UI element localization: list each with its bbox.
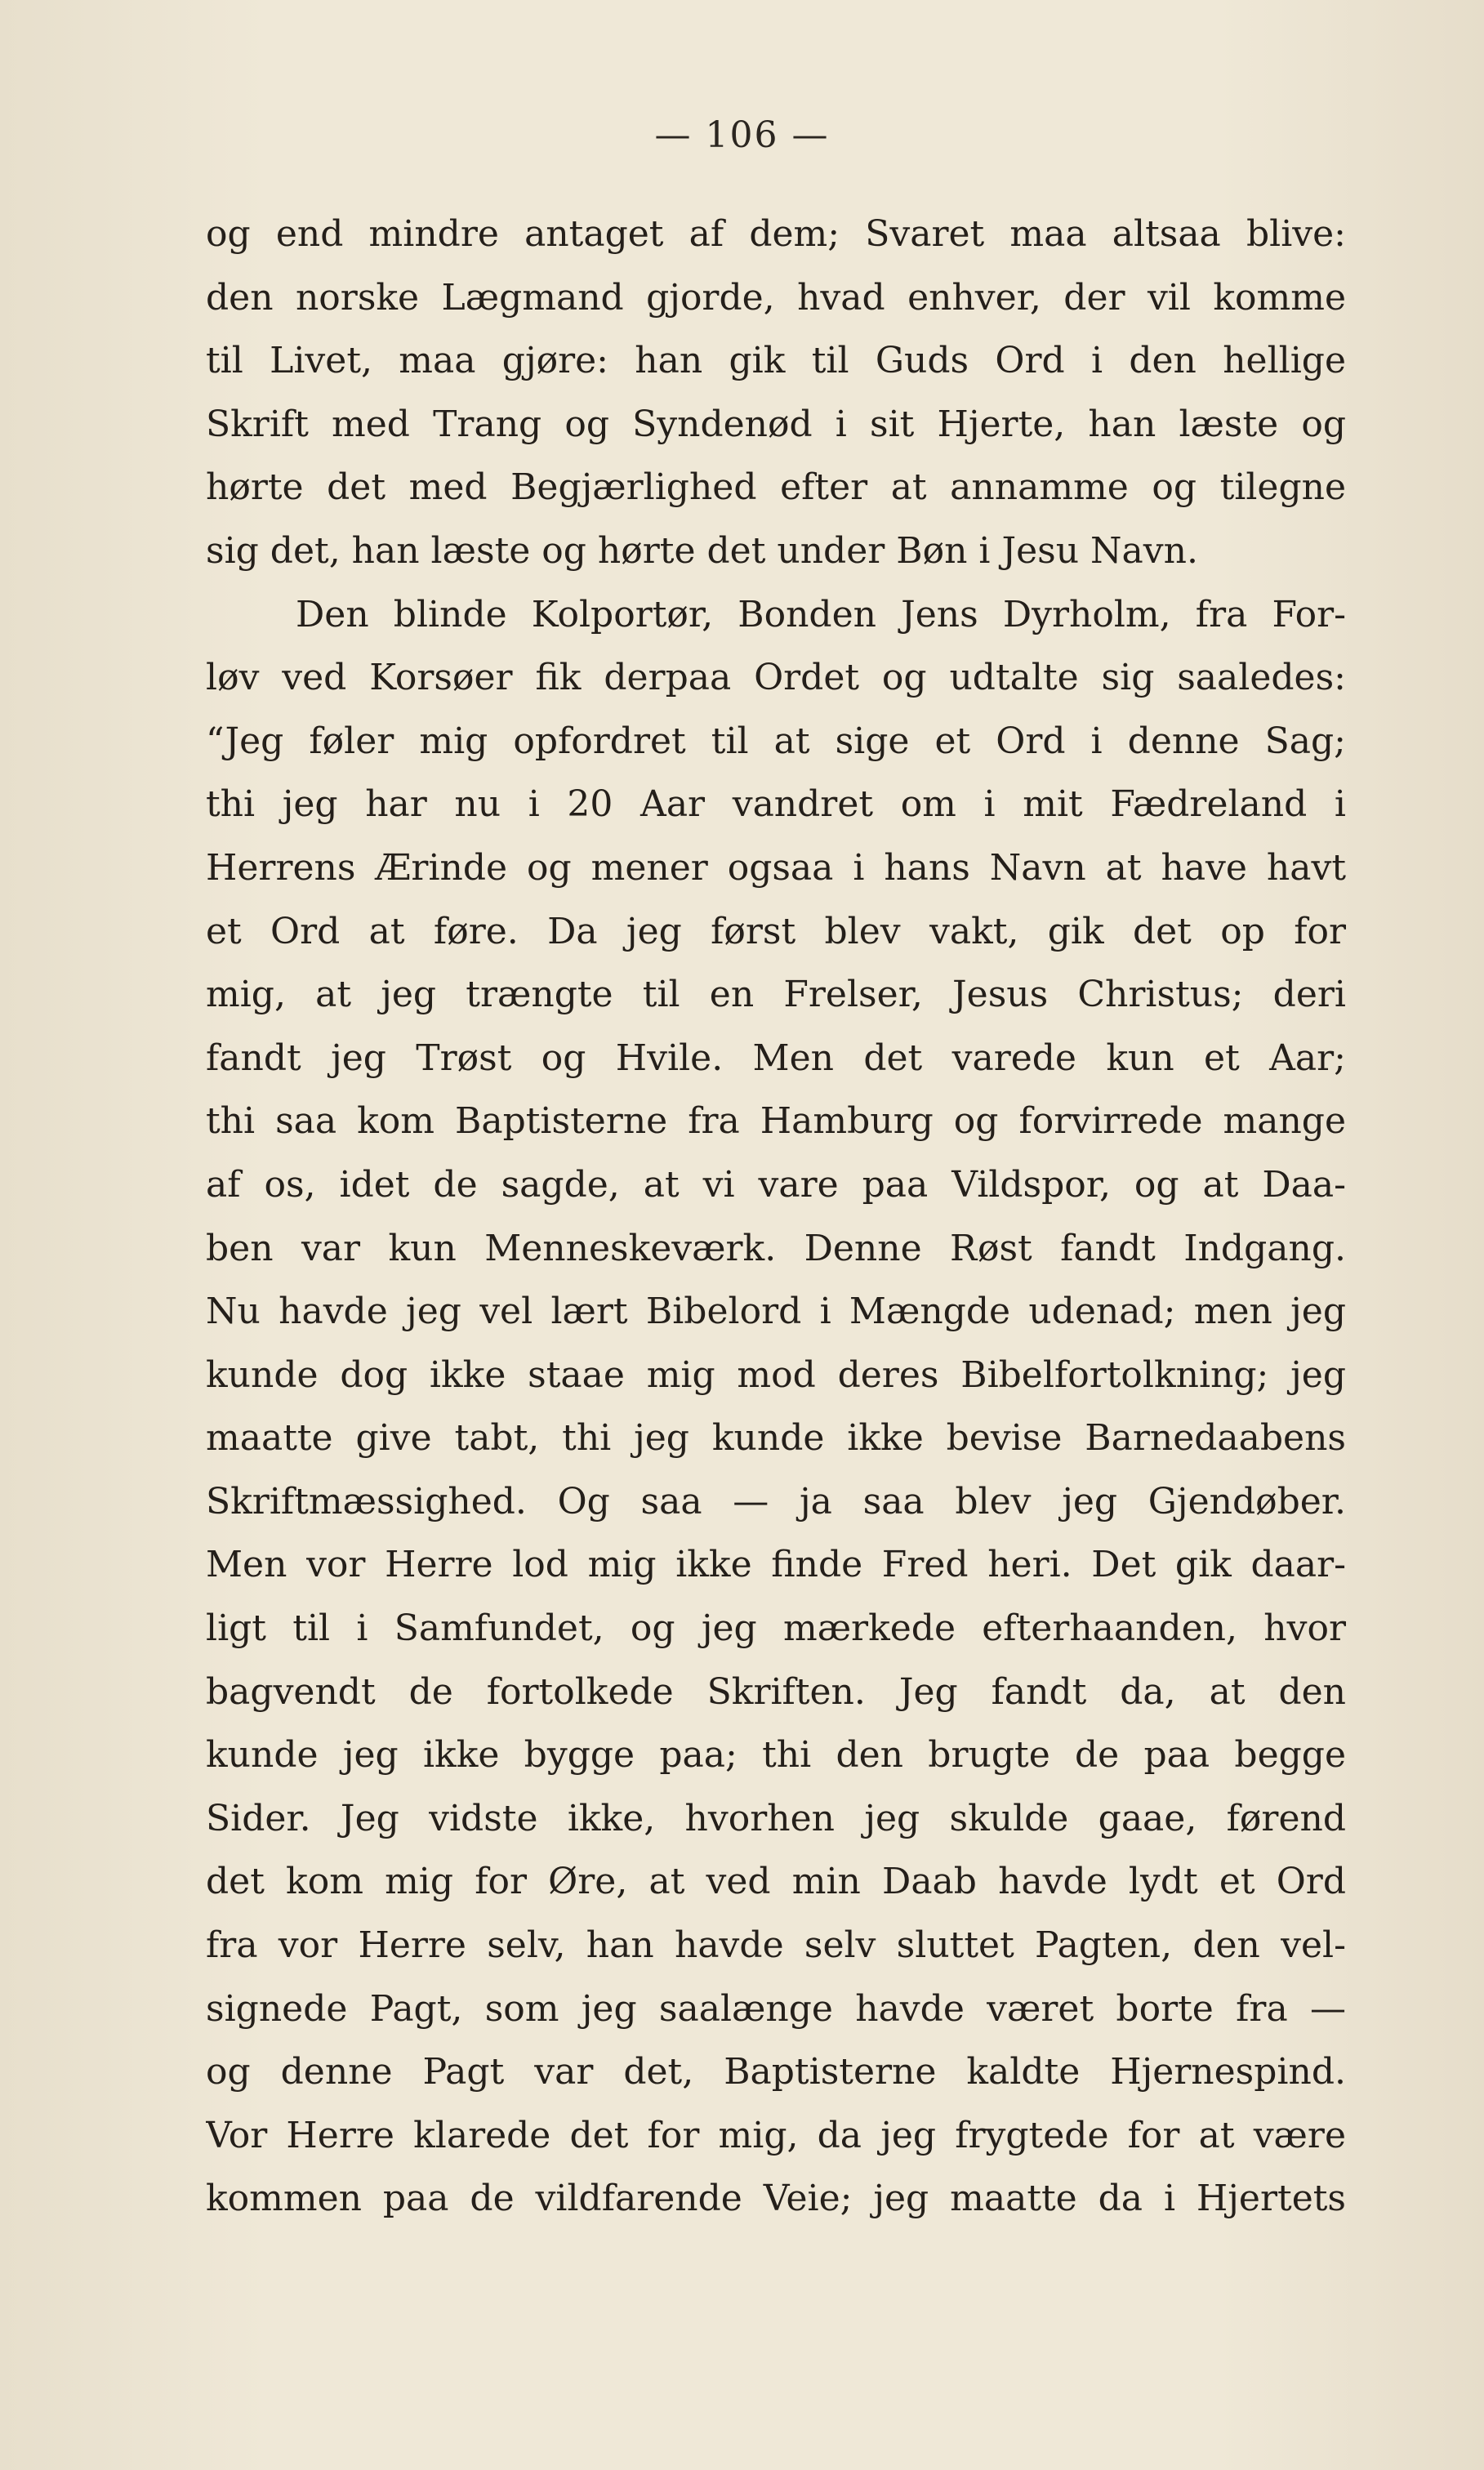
page-number: — 106 — [654,114,830,156]
text-line: “Jeg føler mig opfordret til at sige et Ord i denne Sag; [206,720,1346,762]
text-line: et Ord at føre. Da jeg først blev vakt, gik det op for [206,910,1346,952]
body-text [206,203,1346,2231]
text-line: løv ved Korsøer fik derpaa Ordet og udtalte sig saaledes: [206,657,1346,699]
text-line: hørte det med Begjærlighed efter at annamme og tilegne [206,466,1346,509]
text-line: af os, idet de sagde, at vi vare paa Vildspor, og at Daa- [206,1163,1346,1206]
text-line: Vor Herre klarede det for mig, da jeg frygtede for at være [206,2114,1346,2156]
text-line: Den blinde Kolportør, Bonden Jens Dyrholm, fra For- [296,593,1346,635]
text-line: bagvendt de fortolkede Skriften. Jeg fandt da, at den [206,1670,1346,1713]
text-line: og denne Pagt var det, Baptisterne kaldte Hjernespind. [206,2051,1346,2093]
text-line: den norske Lægmand gjorde, hvad enhver, der vil komme [206,276,1346,319]
text-line: til Livet, maa gjøre: han gik til Guds Ord i den hellige [206,340,1346,382]
text-line: Nu havde jeg vel lært Bibelord i Mængde udenad; men jeg [206,1291,1346,1333]
text-line: Skriftmæssighed. Og saa — ja saa blev jeg Gjendøber. [206,1480,1346,1523]
text-line: ligt til i Samfundet, og jeg mærkede efterhaanden, hvor [206,1607,1346,1650]
text-line: Sider. Jeg vidste ikke, hvorhen jeg skulde gaae, førend [206,1797,1346,1839]
text-line: mig, at jeg trængte til en Frelser, Jesus Christus; deri [206,974,1346,1016]
text-line: Men vor Herre lod mig ikke finde Fred heri. Det gik daar- [206,1544,1346,1586]
text-line: thi saa kom Baptisterne fra Hamburg og forvirrede mange [206,1100,1346,1143]
text-line: kunde dog ikke staae mig mod deres Bibelfortolkning; jeg [206,1353,1346,1396]
text-line: kommen paa de vildfarende Veie; jeg maatte da i Hjertets [206,2178,1346,2220]
text-line: maatte give tabt, thi jeg kunde ikke bevise Barnedaabens [206,1417,1346,1460]
text-line: fra vor Herre selv, han havde selv sluttet Pagten, den vel- [206,1924,1346,1967]
text-line: kunde jeg ikke bygge paa; thi den brugte de paa begge [206,1734,1346,1777]
text-line: fandt jeg Trøst og Hvile. Men det varede kun et Aar; [206,1037,1346,1079]
text-line: og end mindre antaget af dem; Svaret maa altsaa blive: [206,213,1346,255]
text-line: Herrens Ærinde og mener ogsaa i hans Navn at have havt [206,846,1346,889]
text-line: Skrift med Trang og Syndenød i sit Hjerte, han læste og [206,403,1346,445]
text-line: sig det, han læste og hørte det under Bøn i Jesu Navn. [206,529,1198,572]
text-line: thi jeg har nu i 20 Aar vandret om i mit Fædreland i [206,783,1346,826]
text-line: signede Pagt, som jeg saalænge havde været borte fra — [206,1987,1346,2030]
text-line: det kom mig for Øre, at ved min Daab havde lydt et Ord [206,1861,1346,1903]
text-line: ben var kun Menneskeværk. Denne Røst fandt Indgang. [206,1227,1346,1269]
